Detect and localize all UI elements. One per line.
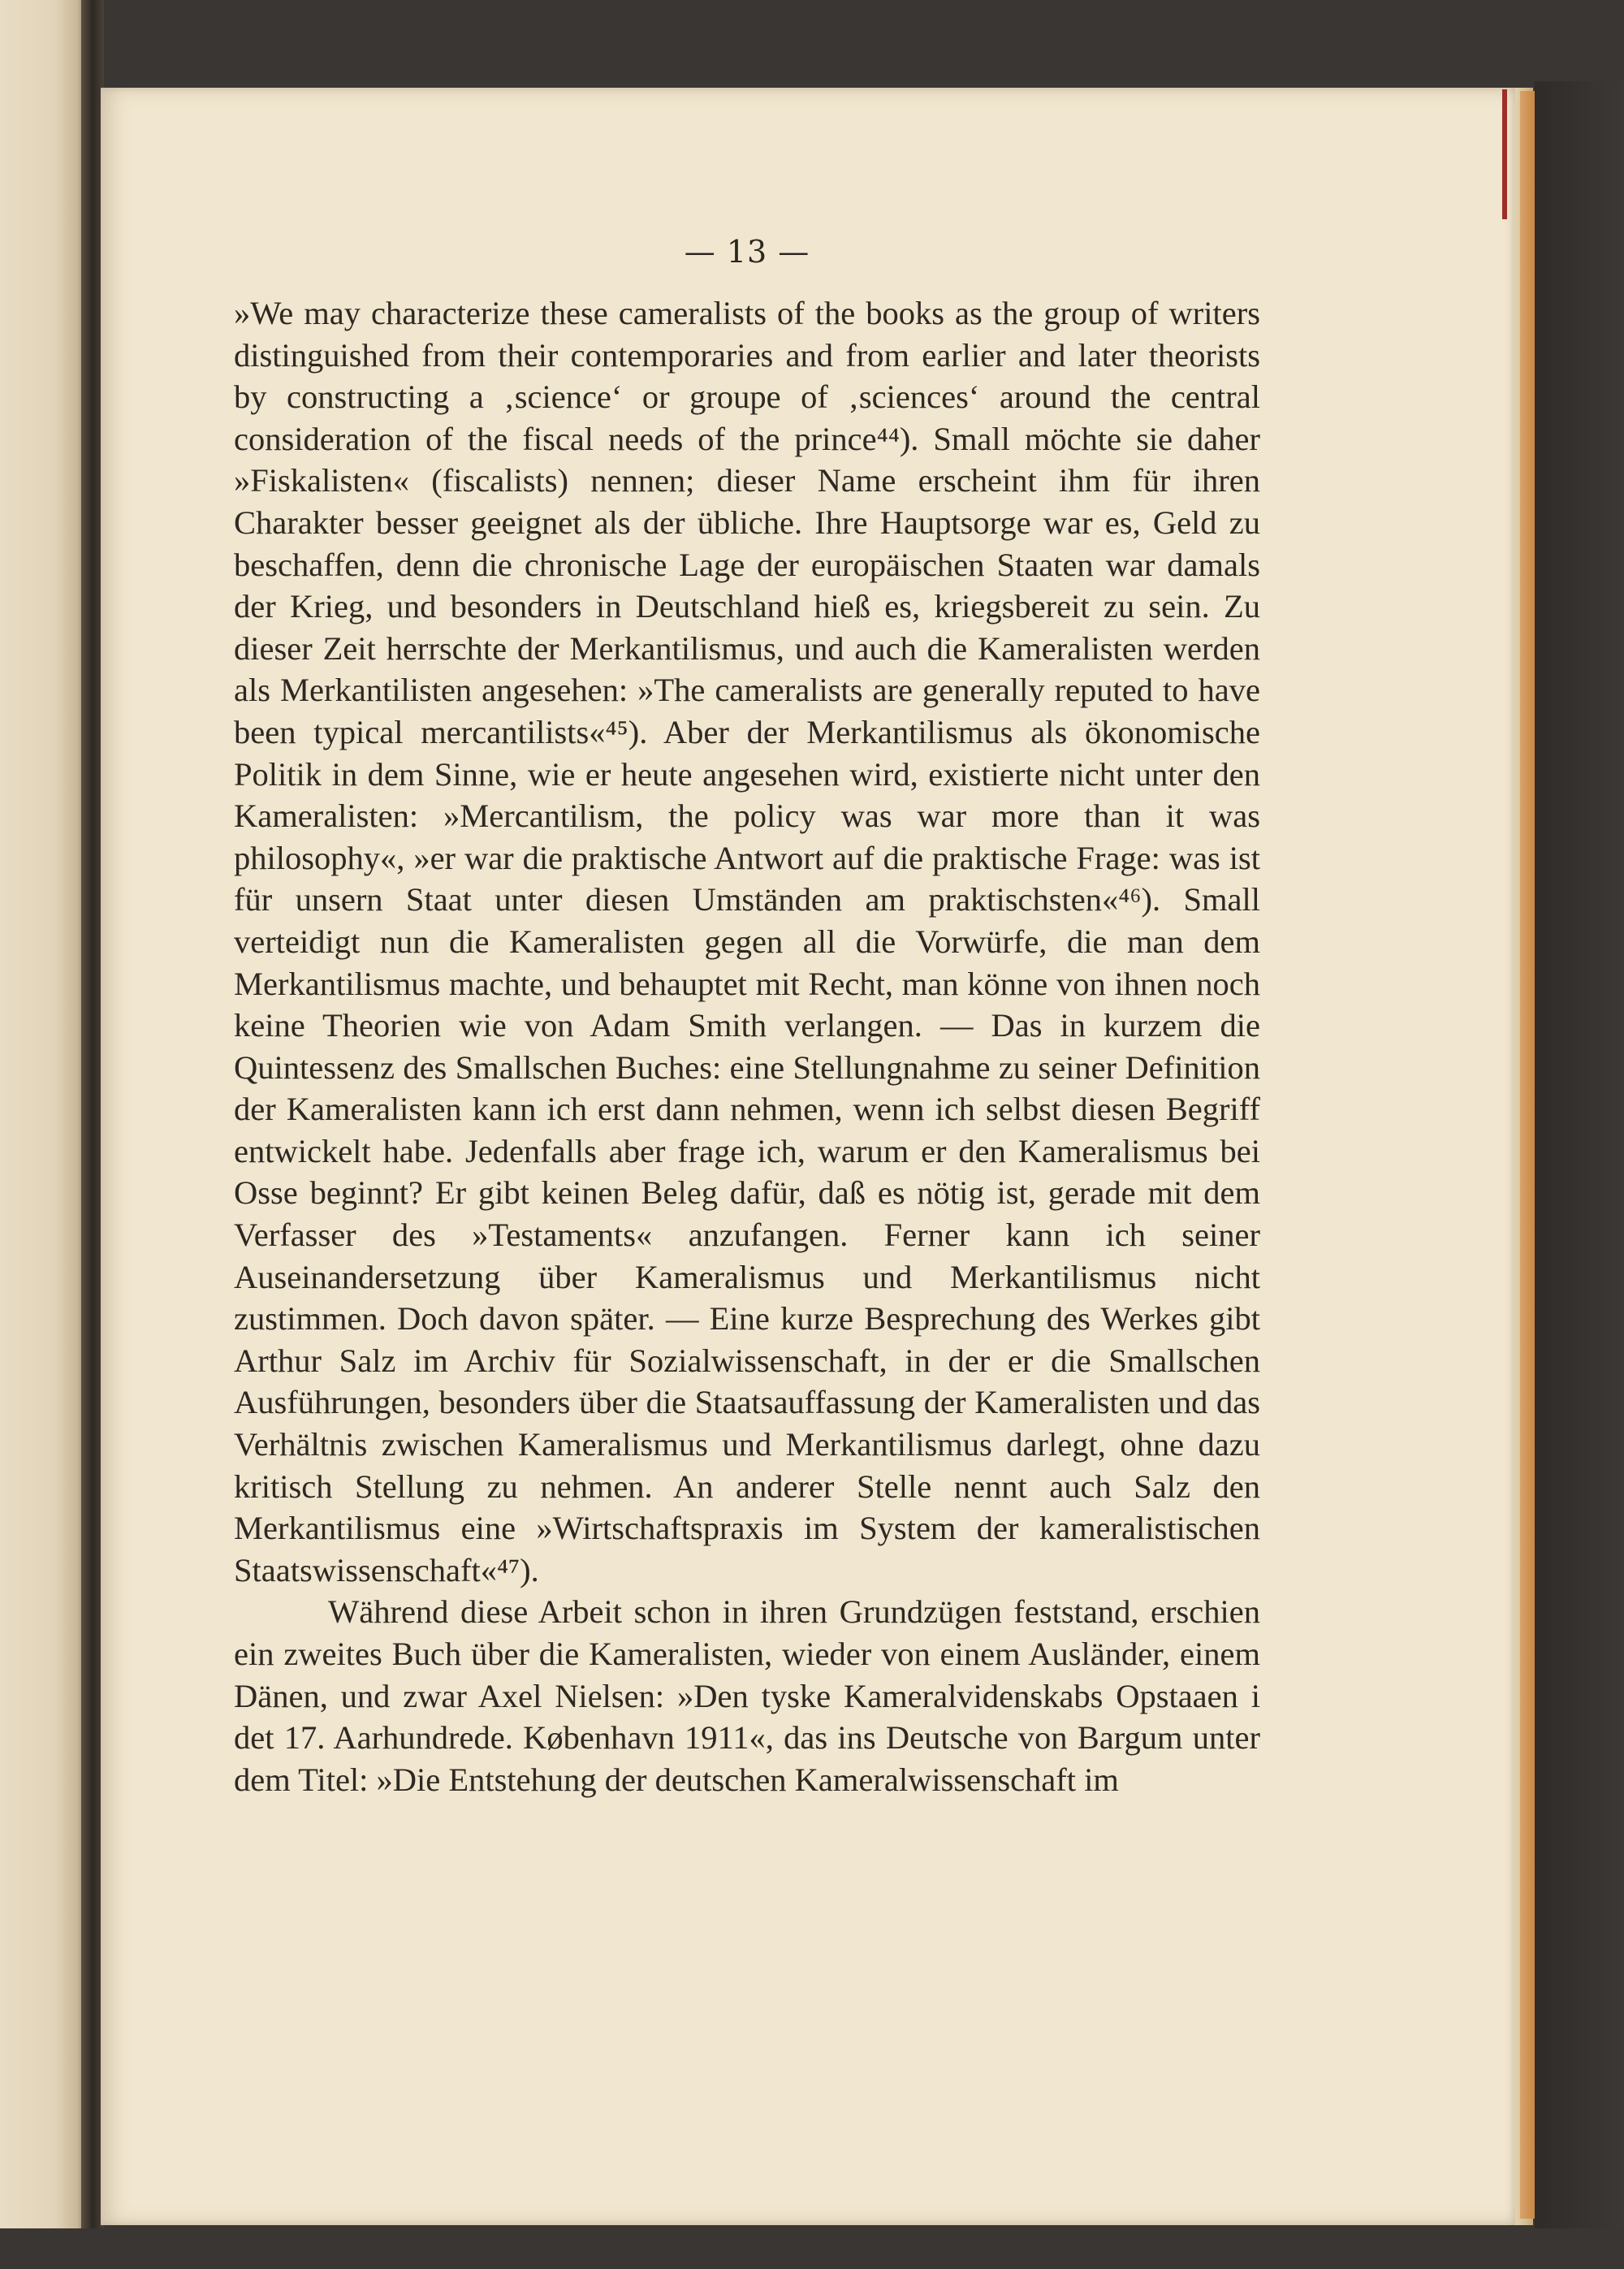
- background-bottom: [0, 2228, 1624, 2269]
- paragraph: »We may characterize these cameralists of the books as the group of writers distinguished from their contemporaries and from earlier and later theorists by constructing a ‚science‘ or groupe of ‚sciences‘ around the central consideration of the fiscal needs of the prince⁴⁴). Small möchte sie daher »Fiskalisten« (fiscalists) nennen; dieser Name erscheint ihm für ihren Charakter besser geeignet als der übliche. Ihre Hauptsorge war es, Geld zu beschaffen, denn die chronische Lage der europäischen Staaten war damals der Krieg, und besonders in Deutschland hieß es, kriegsbereit zu sein. Zu dieser Zeit herrschte der Merkantilismus, und auch die Kameralisten werden als Merkantilisten angesehen: »The cameralists are generally reputed to have been typical mercantilists«⁴⁵). Aber der Merkantilismus als ökonomische Politik in dem Sinne, wie er heute angesehen wird, existierte nicht unter den Kameralisten: »Mercantilism, the policy was war more than it was philosophy«, »er war die praktische Antwort auf die praktische Frage: was ist für unsern Staat unter diesen Umständen am praktischsten«⁴⁶). Small verteidigt nun die Kameralisten gegen all die Vorwürfe, die man dem Merkantilismus machte, und behauptet mit Recht, man könne von ihnen noch keine Theorien wie von Adam Smith verlangen. — Das in kurzem die Quintessenz des Smallschen Buches: eine Stellungnahme zu seiner Definition der Kameralisten kann ich erst dann nehmen, wenn ich selbst diesen Begriff entwickelt habe. Jedenfalls aber frage ich, warum er den Kameralismus bei Osse beginnt? Er gibt keinen Beleg dafür, daß es nötig ist, gerade mit dem Verfasser des »Testaments« anzufangen. Ferner kann ich seiner Auseinandersetzung über Kameralismus und Merkantilismus nicht zustimmen. Doch davon später. — Eine kurze Besprechung des Werkes gibt Arthur Salz im Archiv für Sozialwissenschaft, in der er die Smallschen Ausführungen, besonders über die Staatsauffassung der Kameralisten und das Verhältnis zwischen Kameralismus und Merkantilismus darlegt, ohne dazu kritisch Stellung zu nehmen. An anderer Stelle nennt auch Salz den Merkantilismus eine »Wirtschaftspraxis im System der kameralistischen Staatswissenschaft«⁴⁷).: [234, 295, 1260, 1588]
- bookmark-ribbon: [1502, 89, 1507, 219]
- paragraph: Während diese Arbeit schon in ihren Grundzügen feststand, erschien ein zweites Buch über die Kameralisten, wieder von einem Ausländer, einem Dänen, und zwar Axel Nielsen: »Den tyske Kameralvidenskabs Opstaaen i det 17. Aarhundrede. København 1911«, das ins Deutsche von Bargum unter dem Titel: »Die Entstehung der deutschen Kameralwissenschaft im: [234, 1593, 1260, 1798]
- left-page-edge: [0, 0, 91, 2269]
- body-text: [234, 292, 1260, 1800]
- page-number: — 13 —: [684, 234, 810, 270]
- background-right: [1535, 81, 1624, 2269]
- cover-edge: [1520, 91, 1535, 2219]
- background-top: [0, 0, 1624, 84]
